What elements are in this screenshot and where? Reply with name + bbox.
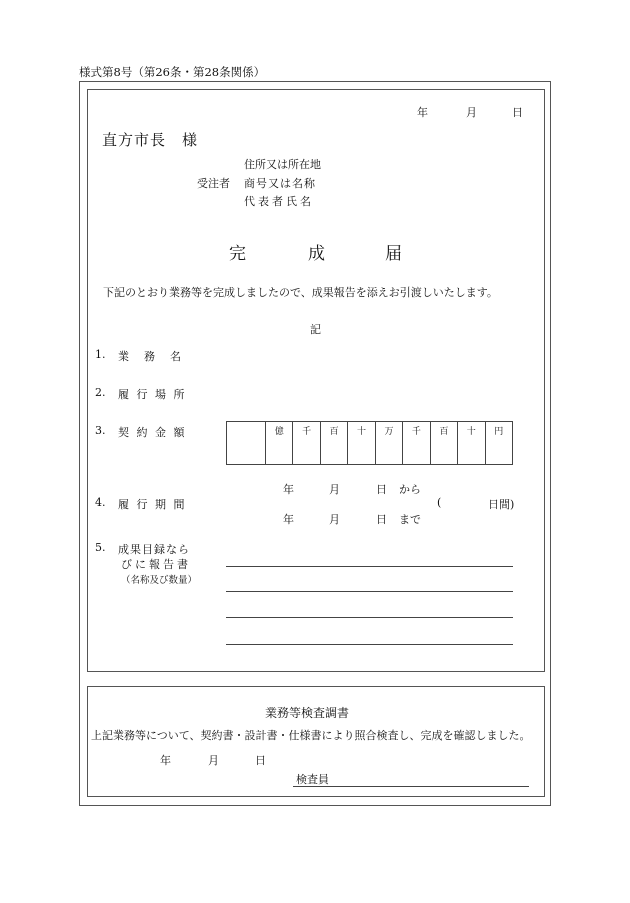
company-name-label: 商号又は名称 (244, 177, 316, 190)
item5-note: （名称及び数量） (121, 575, 198, 586)
date-day: 日 (512, 106, 523, 119)
deliverables-line-1[interactable] (226, 566, 513, 567)
date-month: 月 (466, 106, 477, 119)
title-char-1: 完 (229, 244, 246, 264)
title-char-2: 成 (308, 244, 325, 264)
item5-label-line2: びに報告書 (121, 558, 191, 571)
addressee: 直方市長 様 (102, 131, 199, 149)
item3-number: 3. (95, 424, 106, 437)
representative-label: 代表者氏名 (244, 195, 314, 208)
inspector-label: 検査員 (296, 773, 329, 786)
amount-unit-oku[interactable]: 億 (266, 422, 293, 465)
title-char-3: 届 (385, 244, 402, 264)
period-start-year: 年 (283, 483, 294, 496)
completion-statement: 下記のとおり業務等を完成しましたので、成果報告を添えお引渡しいたします。 (103, 286, 498, 299)
period-end-month: 月 (329, 513, 340, 526)
period-start-month: 月 (329, 483, 340, 496)
amount-unit-man[interactable]: 万 (375, 422, 402, 465)
inspection-month: 月 (208, 754, 219, 767)
date-year: 年 (417, 106, 428, 119)
inspector-signature-line[interactable] (293, 786, 529, 787)
amount-blank-cell[interactable] (227, 422, 266, 465)
contract-amount-table (226, 421, 513, 465)
item5-label-line1: 成果目録なら (118, 543, 190, 556)
amount-unit-hyaku[interactable]: 百 (320, 422, 347, 465)
item4-label: 履 行 期 間 (118, 498, 187, 511)
item4-number: 4. (95, 496, 106, 509)
period-start-day: 日 (376, 483, 387, 496)
period-until: まで (399, 513, 421, 526)
ki-label: 記 (310, 323, 321, 336)
inspection-day: 日 (255, 754, 266, 767)
deliverables-line-4[interactable] (226, 644, 513, 645)
amount-unit-hyaku2[interactable]: 百 (430, 422, 457, 465)
item1-number: 1. (95, 348, 106, 361)
period-end-day: 日 (376, 513, 387, 526)
item2-label: 履 行 場 所 (118, 388, 187, 401)
item1-label: 業 務 名 (118, 350, 183, 363)
deliverables-line-3[interactable] (226, 617, 513, 618)
amount-unit-sen2[interactable]: 千 (403, 422, 430, 465)
amount-unit-juu[interactable]: 十 (348, 422, 375, 465)
amount-unit-juu2[interactable]: 十 (458, 422, 485, 465)
inspection-statement: 上記業務等について、契約書・設計書・仕様書により照合検査し、完成を確認しました。 (91, 729, 531, 742)
contractor-label: 受注者 (197, 177, 230, 190)
period-open-paren: ( (437, 496, 442, 509)
period-days: 日間) (488, 498, 515, 511)
address-label: 住所又は所在地 (244, 158, 321, 171)
item3-label: 契 約 金 額 (118, 426, 187, 439)
amount-unit-sen[interactable]: 千 (293, 422, 320, 465)
period-end-year: 年 (283, 513, 294, 526)
item5-number: 5. (95, 541, 106, 554)
period-from: から (399, 483, 421, 496)
item2-number: 2. (95, 386, 106, 399)
form-number: 様式第8号（第26条・第28条関係） (79, 65, 266, 79)
inspection-title: 業務等検査調書 (265, 706, 350, 720)
inspection-year: 年 (160, 754, 171, 767)
deliverables-line-2[interactable] (226, 591, 513, 592)
amount-unit-yen[interactable]: 円 (485, 422, 513, 465)
